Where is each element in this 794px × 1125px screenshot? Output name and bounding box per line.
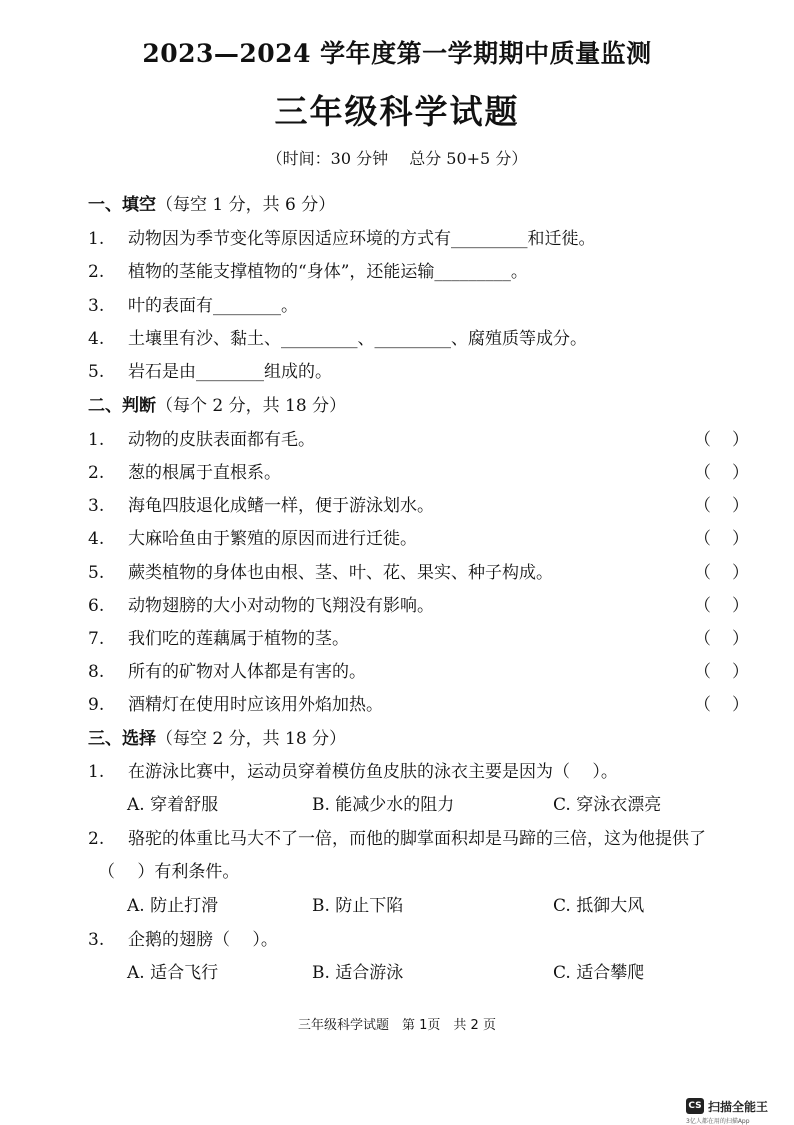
exam-info: （时间：30 分钟 总分 50+5 分） xyxy=(266,149,528,168)
question-text: 骆驼的体重比马大不了一倍，而他的脚掌面积却是马蹄的三倍，这为他提供了 xyxy=(128,829,706,849)
item-text: 植物的茎能支撑植物的“身体”，还能运输_________。 xyxy=(128,262,528,282)
scanner-app-name: 扫描全能王 xyxy=(708,1100,769,1114)
item-number: 1. xyxy=(88,430,105,450)
item-number: 2. xyxy=(88,262,105,282)
exam-term-heading: 2023—2024 学年度第一学期期中质量监测 xyxy=(142,39,652,68)
page-footer: 三年级科学试题 第 1页 共 2 页 xyxy=(298,1018,496,1033)
fill-item-5 xyxy=(88,357,332,382)
item-number: 6. xyxy=(88,596,105,616)
choice-question-3 xyxy=(88,925,278,950)
item-text: 葱的根属于直根系。 xyxy=(128,463,281,483)
judge-item-7 xyxy=(88,624,349,649)
answer-blank[interactable]: （ ） xyxy=(694,629,749,649)
item-number: 3. xyxy=(88,296,105,316)
item-number: 3. xyxy=(88,496,105,516)
item-text: 叶的表面有________。 xyxy=(128,296,298,316)
item-number: 9. xyxy=(88,695,105,715)
fill-item-2 xyxy=(88,257,528,282)
choice-option-b[interactable]: B. 防止下陷 xyxy=(312,896,404,916)
item-text: 动物因为季节变化等原因适应环境的方式有_________和迁徙。 xyxy=(128,229,596,249)
item-number: 5. xyxy=(88,362,105,382)
judge-item-6 xyxy=(88,591,434,616)
item-number: 5. xyxy=(88,563,105,583)
item-number: 4. xyxy=(88,329,105,349)
judge-item-2 xyxy=(88,458,281,483)
choice-option-a[interactable]: A. 适合飞行 xyxy=(127,963,219,983)
question-text: 企鹅的翅膀（ ）。 xyxy=(128,930,278,950)
item-text: 所有的矿物对人体都是有害的。 xyxy=(128,662,366,682)
judge-item-4 xyxy=(88,524,417,549)
question-text: 在游泳比赛中，运动员穿着模仿鱼皮肤的泳衣主要是因为（ ）。 xyxy=(128,762,618,782)
item-text: 岩石是由________组成的。 xyxy=(128,362,332,382)
judge-item-9 xyxy=(88,690,383,715)
judge-item-3 xyxy=(88,491,434,516)
item-text: 我们吃的莲藕属于植物的茎。 xyxy=(128,629,349,649)
item-text: 土壤里有沙、黏土、_________、_________、腐殖质等成分。 xyxy=(128,329,587,349)
scanner-app-slogan: 3亿人都在用的扫描App xyxy=(686,1118,750,1125)
item-number: 2. xyxy=(88,463,105,483)
section-fill-heading xyxy=(88,190,335,215)
choice-option-c[interactable]: C. 抵御大风 xyxy=(553,896,645,916)
item-number: 8. xyxy=(88,662,105,682)
judge-item-1 xyxy=(88,425,315,450)
answer-blank[interactable]: （ ） xyxy=(694,463,749,483)
item-number: 1. xyxy=(88,762,105,782)
exam-title: 三年级科学试题 xyxy=(274,92,520,131)
choice-option-b[interactable]: B. 适合游泳 xyxy=(312,963,404,983)
item-number: 4. xyxy=(88,529,105,549)
judge-item-8 xyxy=(88,657,366,682)
answer-blank[interactable]: （ ） xyxy=(694,695,749,715)
item-text: 蕨类植物的身体也由根、茎、叶、花、果实、种子构成。 xyxy=(128,563,553,583)
item-number: 7. xyxy=(88,629,105,649)
section-judge-heading xyxy=(88,391,346,416)
choice-question-2 xyxy=(88,824,706,849)
section-choice-title: 三、选择 xyxy=(88,729,156,749)
answer-blank[interactable]: （ ） xyxy=(694,529,749,549)
section-fill-title: 一、填空 xyxy=(88,195,156,215)
item-text: 动物翅膀的大小对动物的飞翔没有影响。 xyxy=(128,596,434,616)
choice-option-c[interactable]: C. 穿泳衣漂亮 xyxy=(553,795,662,815)
item-text: 动物的皮肤表面都有毛。 xyxy=(128,430,315,450)
fill-item-4 xyxy=(88,324,587,349)
judge-item-5 xyxy=(88,558,553,583)
section-judge-note: （每个 2 分，共 18 分） xyxy=(156,396,347,416)
section-choice-heading xyxy=(88,724,346,749)
item-text: 酒精灯在使用时应该用外焰加热。 xyxy=(128,695,383,715)
choice-option-b[interactable]: B. 能减少水的阻力 xyxy=(312,795,455,815)
cs-logo-icon: CS xyxy=(686,1098,704,1114)
item-number: 2. xyxy=(88,829,105,849)
item-text: 海龟四肢退化成鳍一样，便于游泳划水。 xyxy=(128,496,434,516)
item-number: 1. xyxy=(88,229,105,249)
section-judge-title: 二、判断 xyxy=(88,396,156,416)
answer-blank[interactable]: （ ） xyxy=(694,596,749,616)
choice-option-c[interactable]: C. 适合攀爬 xyxy=(553,963,645,983)
fill-item-1 xyxy=(88,224,596,249)
section-fill-note: （每空 1 分，共 6 分） xyxy=(156,195,336,215)
choice-option-a[interactable]: A. 穿着舒服 xyxy=(127,795,219,815)
fill-item-3 xyxy=(88,291,298,316)
choice-question-1 xyxy=(88,757,618,782)
answer-blank[interactable]: （ ） xyxy=(694,496,749,516)
answer-blank[interactable]: （ ） xyxy=(694,563,749,583)
section-choice-note: （每空 2 分，共 18 分） xyxy=(156,729,347,749)
item-number: 3. xyxy=(88,930,105,950)
scanner-watermark xyxy=(686,1098,786,1125)
choice-option-a[interactable]: A. 防止打滑 xyxy=(127,896,219,916)
item-text: 大麻哈鱼由于繁殖的原因而进行迁徙。 xyxy=(128,529,417,549)
answer-blank[interactable]: （ ） xyxy=(694,662,749,682)
choice-question-2-continued: （ ）有利条件。 xyxy=(98,862,240,882)
answer-blank[interactable]: （ ） xyxy=(694,430,749,450)
